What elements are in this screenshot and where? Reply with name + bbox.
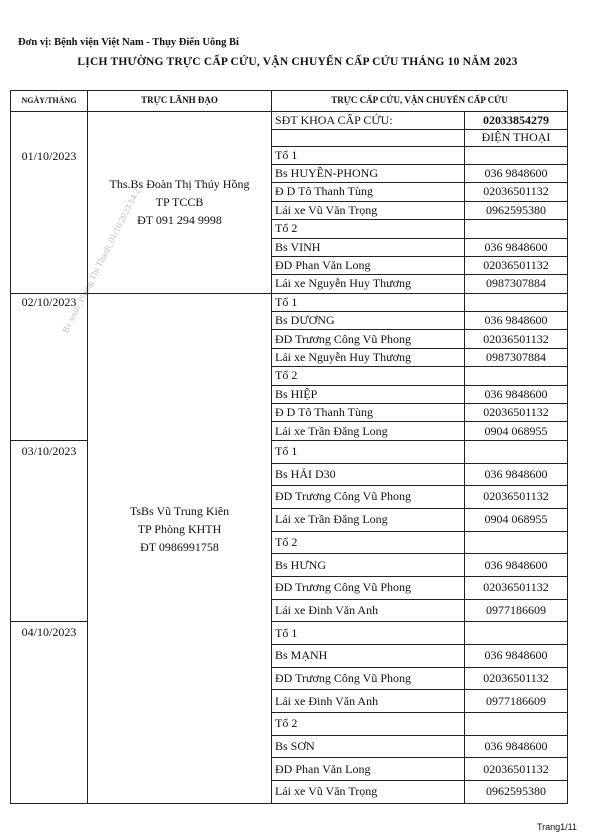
leader-phone: ĐT 0986991758 [140, 539, 219, 554]
staff-name: ĐD Phan Văn Long [272, 256, 465, 274]
staff-name: Bs HIỆP [272, 385, 465, 403]
blank-cell [272, 130, 465, 146]
date-text: 04/10/2023 [21, 625, 77, 640]
staff-name: Tổ 2 [272, 367, 465, 385]
staff-phone: 036 9848600 [465, 164, 568, 182]
column-header-duty: TRỰC CẤP CỨU, VẬN CHUYỂN CẤP CỨU [272, 91, 568, 112]
staff-name: Lái xe Nguyễn Huy Thương [272, 348, 465, 366]
staff-name: Tổ 1 [272, 440, 465, 463]
staff-phone: 0977186609 [465, 690, 568, 713]
staff-phone [465, 220, 568, 238]
date-cell [11, 293, 88, 440]
leader-cell [88, 293, 272, 803]
staff-phone: 0962595380 [465, 201, 568, 219]
staff-name: Tổ 1 [272, 622, 465, 645]
staff-phone [465, 531, 568, 554]
sdt-label: SĐT KHOA CẤP CỨU: [272, 112, 465, 130]
staff-name: ĐD Trương Công Vũ Phong [272, 486, 465, 509]
staff-name: Lái xe Vũ Văn Trọng [272, 201, 465, 219]
leader-role: TP TCCB [155, 195, 204, 210]
staff-phone: 036 9848600 [465, 645, 568, 668]
staff-phone: 0904 068955 [465, 422, 568, 440]
staff-phone [465, 713, 568, 736]
page-number: Trang1/11 [536, 822, 577, 832]
staff-name: ĐD Trương Công Vũ Phong [272, 330, 465, 348]
staff-name: ĐD Trương Công Vũ Phong [272, 667, 465, 690]
date-cell [11, 440, 88, 622]
staff-phone: 02036501132 [465, 330, 568, 348]
staff-phone: 0987307884 [465, 348, 568, 366]
leader-phone: ĐT 091 294 9998 [137, 213, 222, 228]
staff-phone [465, 146, 568, 164]
staff-name: Lái xe Đinh Văn Anh [272, 599, 465, 622]
staff-phone: 036 9848600 [465, 238, 568, 256]
staff-phone: 036 9848600 [465, 312, 568, 330]
staff-name: Lái xe Đinh Văn Anh [272, 690, 465, 713]
leader-name: Ths.Bs Đoàn Thị Thúy Hồng [109, 177, 250, 192]
staff-phone: 02036501132 [465, 667, 568, 690]
staff-name: Đ D Tô Thanh Tùng [272, 183, 465, 201]
phone-column-label: ĐIỆN THOẠI [465, 130, 568, 146]
table-row [11, 112, 568, 130]
staff-phone: 02036501132 [465, 758, 568, 781]
staff-name: Bs HẢI D30 [272, 463, 465, 486]
staff-name: Bs HUYỀN-PHONG [272, 164, 465, 182]
staff-phone [465, 440, 568, 463]
staff-name: Tổ 1 [272, 293, 465, 311]
staff-name: Bs VINH [272, 238, 465, 256]
staff-phone: 0962595380 [465, 781, 568, 804]
date-text: 03/10/2023 [21, 443, 77, 458]
staff-phone: 036 9848600 [465, 385, 568, 403]
staff-name: Tổ 1 [272, 146, 465, 164]
date-cell [11, 112, 88, 294]
staff-phone [465, 293, 568, 311]
staff-name: ĐD Trương Công Vũ Phong [272, 576, 465, 599]
date-text: 01/10/2023 [21, 149, 77, 163]
signature-watermark: Bv vnsh_Phung Thi Thanh_01/10/2023 14:2 [60, 186, 142, 335]
column-header-leader: TRỰC LÃNH ĐẠO [88, 91, 272, 112]
unit-name: Đơn vị: Bệnh viện Việt Nam - Thụy Điển Uông Bí [18, 37, 239, 48]
staff-name: Đ D Tô Thanh Tùng [272, 404, 465, 422]
date-text: 02/10/2023 [21, 294, 77, 309]
leader-name: TsBs Vũ Trung Kiên [129, 503, 230, 518]
staff-phone: 0977186609 [465, 599, 568, 622]
column-header-date: NGÀY/THÁNG [11, 91, 88, 112]
staff-name: Lái xe Trần Đăng Long [272, 508, 465, 531]
staff-phone: 02036501132 [465, 256, 568, 274]
staff-name: Bs MẠNH [272, 645, 465, 668]
leader-role: TP Phòng KHTH [137, 521, 222, 536]
staff-name: Lái xe Trần Đăng Long [272, 422, 465, 440]
staff-phone: 02036501132 [465, 576, 568, 599]
staff-phone: 02036501132 [465, 404, 568, 422]
staff-phone: 036 9848600 [465, 463, 568, 486]
sdt-value: 02033854279 [465, 112, 568, 130]
duty-schedule-table [10, 90, 568, 804]
staff-phone: 02036501132 [465, 183, 568, 201]
staff-phone: 0904 068955 [465, 508, 568, 531]
staff-phone [465, 367, 568, 385]
table-header-row [11, 91, 568, 112]
staff-name: Lái xe Vũ Văn Trọng [272, 781, 465, 804]
staff-phone: 036 9848600 [465, 735, 568, 758]
document-title: LỊCH THƯỜNG TRỰC CẤP CỨU, VẬN CHUYỂN CẤP CỨU THÁNG 10 NĂM 2023 [77, 56, 518, 68]
staff-phone [465, 622, 568, 645]
table-body [11, 112, 568, 804]
staff-name: Lái xe Nguyễn Huy Thương [272, 275, 465, 293]
staff-name: Tổ 2 [272, 220, 465, 238]
staff-name: Tổ 2 [272, 531, 465, 554]
staff-phone: 0987307884 [465, 275, 568, 293]
staff-phone: 036 9848600 [465, 554, 568, 577]
staff-name: Bs HƯNG [272, 554, 465, 577]
staff-name: ĐD Phan Văn Long [272, 758, 465, 781]
staff-phone: 02036501132 [465, 486, 568, 509]
staff-name: Bs DƯƠNG [272, 312, 465, 330]
table-row [11, 293, 568, 311]
staff-name: Tổ 2 [272, 713, 465, 736]
date-cell [11, 622, 88, 804]
staff-name: Bs SƠN [272, 735, 465, 758]
leader-cell [88, 112, 272, 294]
